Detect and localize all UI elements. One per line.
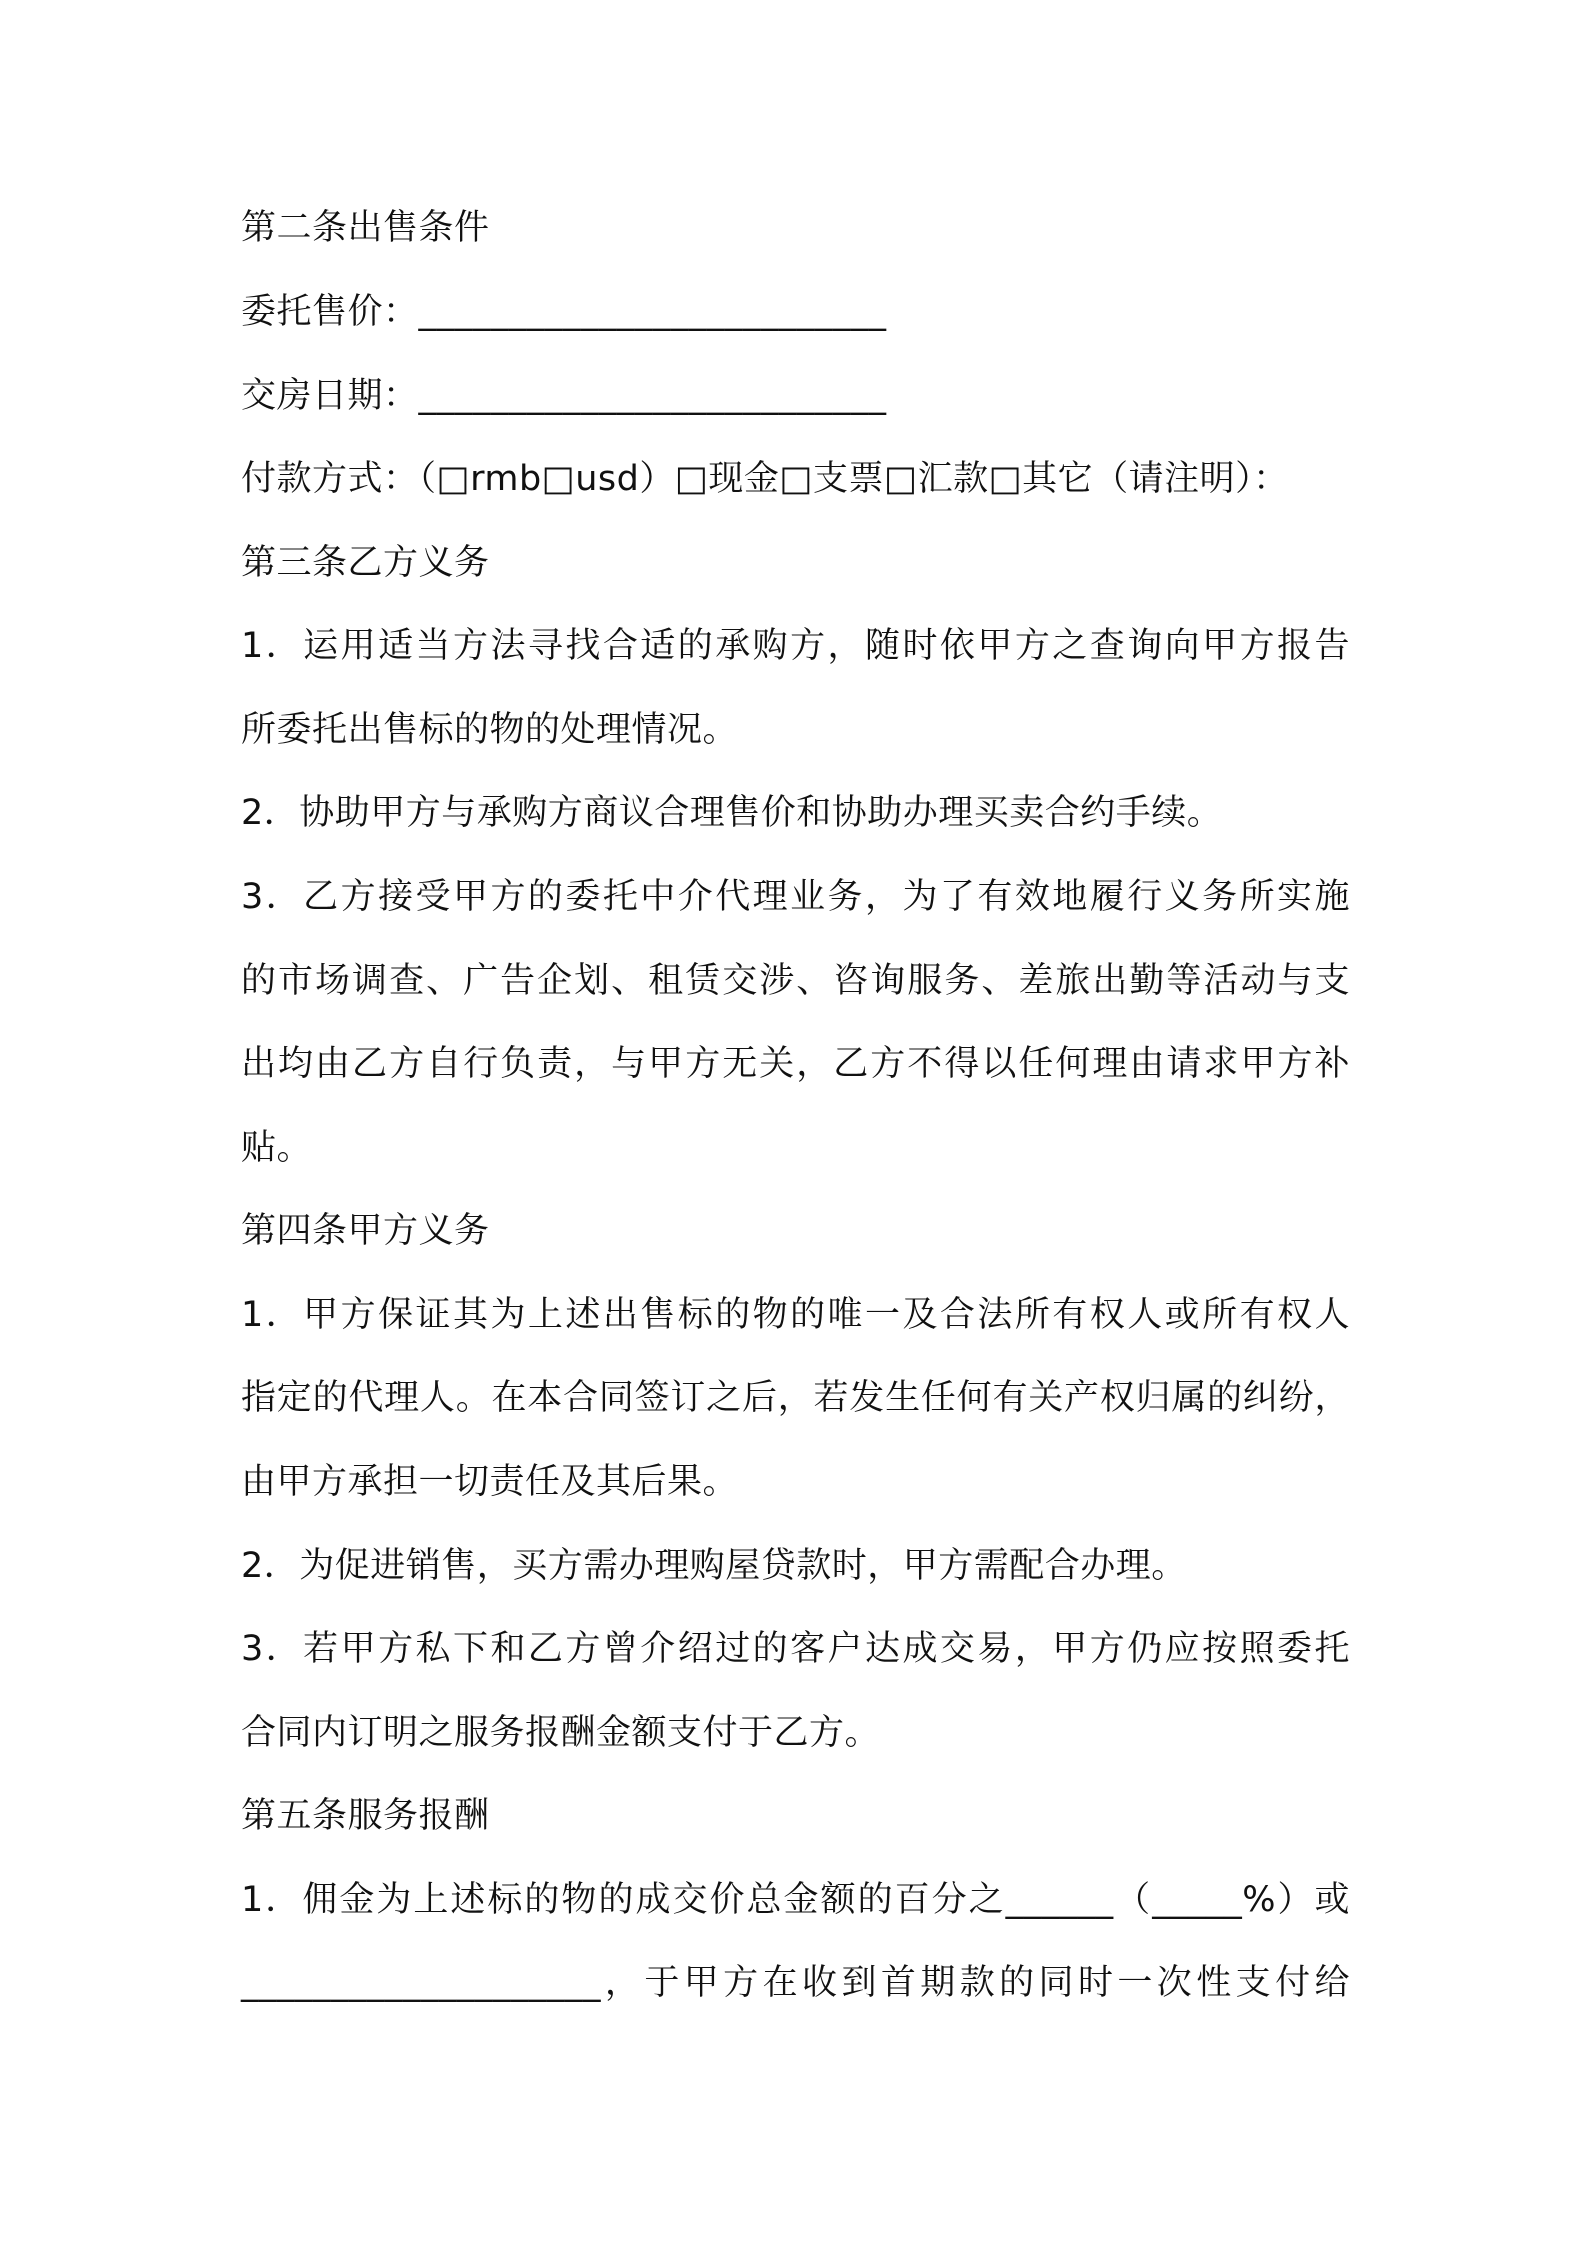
paragraph-line: 2．为促进销售，买方需办理购屋贷款时，甲方需配合办理。: [241, 1546, 1187, 1586]
paragraph-line: 所委托出售标的物的处理情况。: [241, 710, 739, 750]
paragraph-line: 贴。: [241, 1128, 313, 1168]
payment-method-field: 付款方式：（□rmb□usd）□现金□支票□汇款□其它（请注明）：: [241, 459, 1289, 499]
paragraph-line: 出均由乙方自行负责，与甲方无关，乙方不得以任何理由请求甲方补: [241, 1044, 1350, 1084]
paragraph-line: 1．佣金为上述标的物的成交价总金额的百分之______（_____%）或: [241, 1880, 1350, 1920]
paragraph-line: 1．运用适当方法寻找合适的承购方，随时依甲方之查询向甲方报告: [241, 626, 1350, 666]
handover-date-field: 交房日期：__________________________: [241, 376, 887, 416]
section-heading: 第五条服务报酬: [241, 1796, 490, 1836]
paragraph-line: 3．乙方接受甲方的委托中介代理业务，为了有效地履行义务所实施: [241, 877, 1350, 917]
paragraph-line: 2．协助甲方与承购方商议合理售价和协助办理买卖合约手续。: [241, 793, 1223, 833]
paragraph-line: 的市场调查、广告企划、租赁交涉、咨询服务、差旅出勤等活动与支: [241, 961, 1350, 1001]
paragraph-line: 3．若甲方私下和乙方曾介绍过的客户达成交易，甲方仍应按照委托: [241, 1629, 1350, 1669]
section-heading: 第四条甲方义务: [241, 1211, 490, 1251]
paragraph-line: ____________________，于甲方在收到首期款的同时一次性支付给: [241, 1963, 1350, 2003]
paragraph-line: 由甲方承担一切责任及其后果。: [241, 1462, 739, 1502]
section-heading: 第三条乙方义务: [241, 543, 490, 583]
paragraph-line: 指定的代理人。在本合同签订之后，若发生任何有关产权归属的纠纷，: [241, 1378, 1350, 1418]
paragraph-line: 合同内订明之服务报酬金额支付于乙方。: [241, 1713, 881, 1753]
paragraph-line: 1．甲方保证其为上述出售标的物的唯一及合法所有权人或所有权人: [241, 1295, 1350, 1335]
section-heading: 第二条出售条件: [241, 208, 490, 248]
entrusted-price-field: 委托售价：__________________________: [241, 292, 887, 332]
